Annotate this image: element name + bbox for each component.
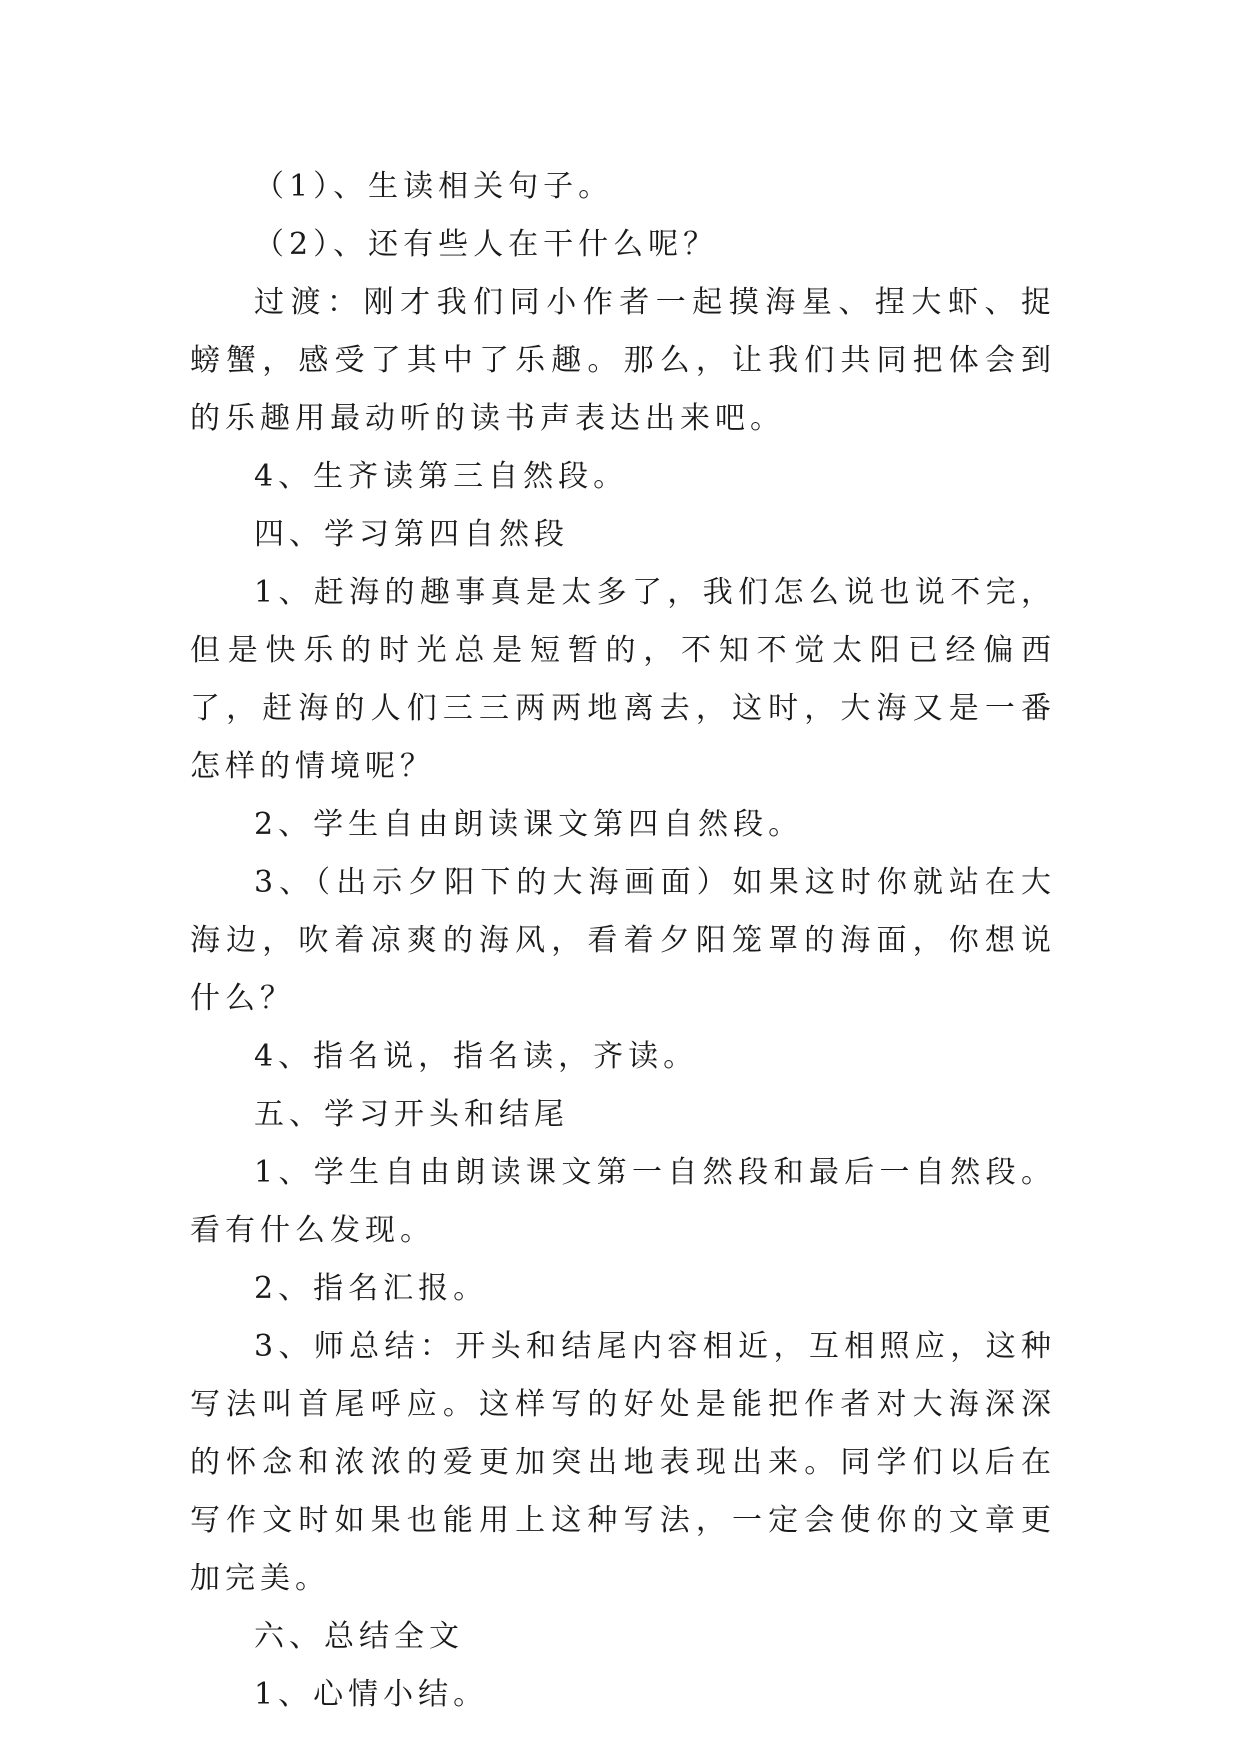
document-body — [190, 158, 1056, 1724]
paragraph-question-others: （2）、还有些人在干什么呢？ — [254, 227, 719, 262]
section-heading-five: 五、学习开头和结尾 — [254, 1097, 569, 1132]
paragraph-report: 2、指名汇报。 — [254, 1271, 489, 1306]
paragraph-section-four-intro: 1、赶海的趣事真是太多了，我们怎么说也说不完，但是快乐的时光总是短暂的，不知不觉太阳已经偏西了，赶海的人们三三两两地离去，这时，大海又是一番怎样的情境呢？ — [190, 575, 1056, 784]
paragraph-teacher-summary: 3、师总结：开头和结尾内容相近，互相照应，这种写法叫首尾呼应。这样写的好处是能把作者对大海深深的怀念和浓浓的爱更加突出地表现出来。同学们以后在写作文时如果也能用上这种写法，一定会使你的文章更加完美。 — [190, 1329, 1056, 1596]
paragraph-transition: 过渡：刚才我们同小作者一起摸海星、捏大虾、捉螃蟹，感受了其中了乐趣。那么，让我们共同把体会到的乐趣用最动听的读书声表达出来吧。 — [190, 285, 1056, 436]
section-heading-six: 六、总结全文 — [254, 1619, 464, 1654]
paragraph-read-aloud: 4、指名说，指名读，齐读。 — [254, 1039, 699, 1074]
paragraph-first-last: 1、学生自由朗读课文第一自然段和最后一自然段。看有什么发现。 — [190, 1155, 1056, 1248]
paragraph-free-reading: 2、学生自由朗读课文第四自然段。 — [254, 807, 804, 842]
paragraph-sunset-scene: 3、（出示夕阳下的大海画面）如果这时你就站在大海边，吹着凉爽的海风，看着夕阳笼罩的海面，你想说什么？ — [190, 865, 1056, 1016]
paragraph-mood-summary: 1、心情小结。 — [254, 1677, 489, 1712]
paragraph-read-section-three: 4、生齐读第三自然段。 — [254, 459, 629, 494]
paragraph-sentence-reading: （1）、生读相关句子。 — [254, 169, 614, 204]
section-heading-four: 四、学习第四自然段 — [254, 517, 569, 552]
